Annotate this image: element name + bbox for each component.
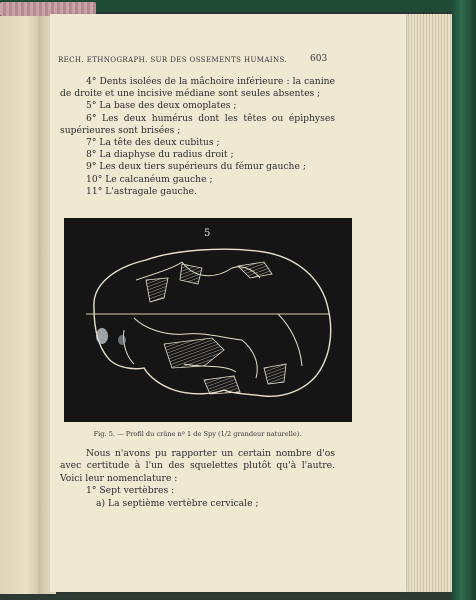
page-stack-edges [400,14,452,592]
list-item: a) La septième vertèbre cervicale ; [96,497,259,509]
page-number: 603 [310,54,328,64]
list-item: 5° La base des deux omoplates ; [86,100,237,112]
list-item: 9° Les deux tiers supérieurs du fémur gauche ; [86,161,306,173]
list-item: 1° Sept vertèbres : [86,485,175,497]
list-item: 11° L'astragale gauche. [86,185,197,197]
list-item: 4° Dents isolées de la mâchoire inférieure : la canine de droite et une incisive médiane sont seules absentes ; [60,76,335,100]
list-item: 7° La tête des deux cubitus ; [86,137,220,149]
list-item: 10° Le calcanéum gauche ; [86,173,213,185]
list-item: 6° Les deux humérus dont les têtes ou épiphyses supérieures sont brisées ; [60,112,335,136]
bone-list [60,76,335,198]
book-spine [452,0,476,600]
running-header: RECH. ETHNOGRAPH. SUR DES OSSEMENTS HUMAINS. [58,56,288,64]
paragraph: Nous n'avons pu rapporter un certain nombre d'os avec certitude à l'un des squelettes plutôt qu'à l'autre. Voici leur nomenclature : [60,448,335,484]
skull-figure-plate [64,218,352,422]
list-item: 8° La diaphyse du radius droit ; [86,149,234,161]
body-text [60,448,335,510]
skull-drawing [64,218,352,422]
figure-corner-mark: 5 [204,228,211,239]
figure-caption: Fig. 5. — Profil du crâne nº 1 de Spy (1/2 grandeur naturelle). [93,430,302,438]
